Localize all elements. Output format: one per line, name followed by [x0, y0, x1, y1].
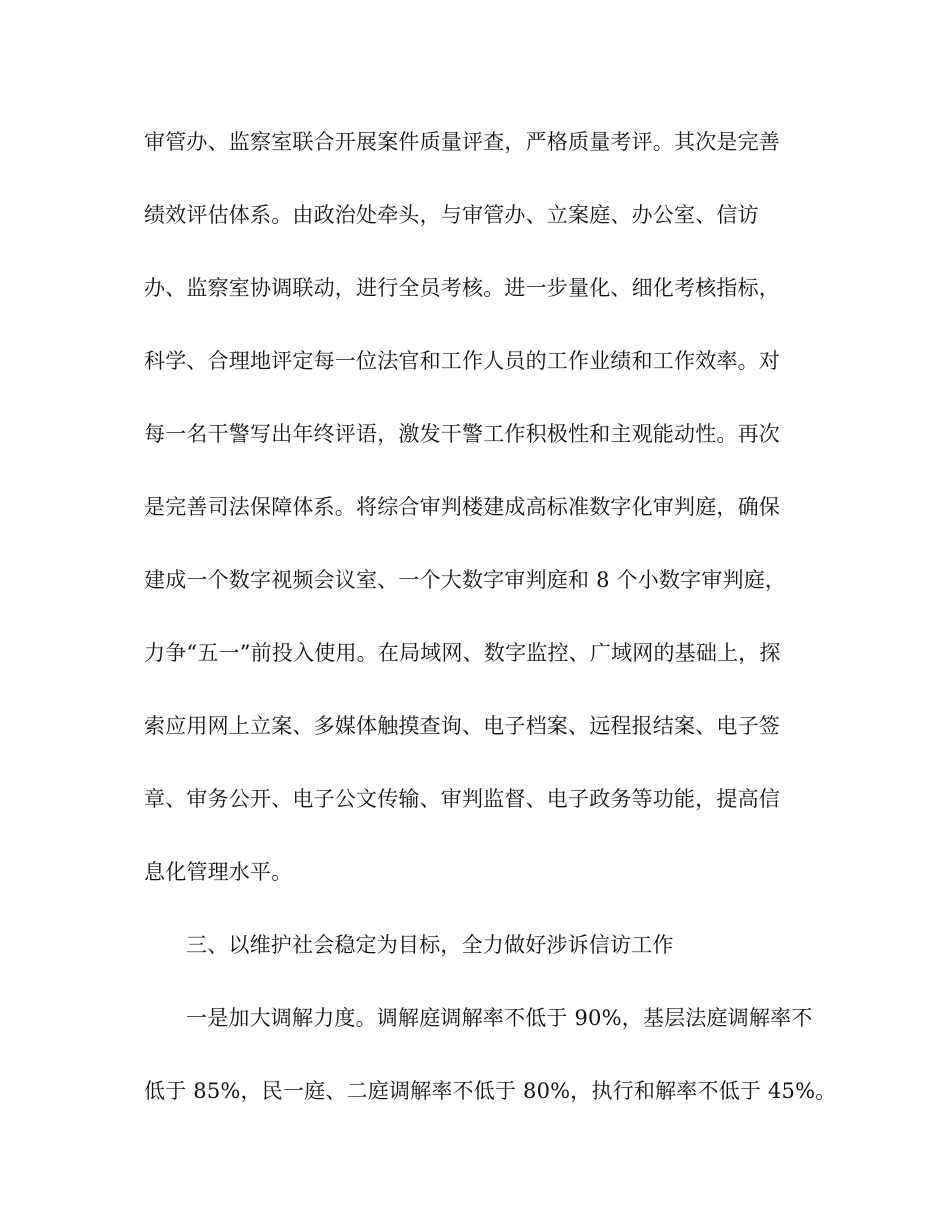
paragraph-line: 审管办、监察室联合开展案件质量评查，严格质量考评。其次是完善 — [144, 130, 780, 154]
paragraph-line: 息化管理水平。 — [144, 860, 293, 884]
paragraph-line: 绩效评估体系。由政治处牵头，与审管办、立案庭、办公室、信访 — [144, 203, 759, 227]
paragraph-line: 章、审务公开、电子公文传输、审判监督、电子政务等功能，提高信 — [144, 787, 780, 811]
paragraph-line: 索应用网上立案、多媒体触摸查询、电子档案、远程报结案、电子签 — [144, 714, 780, 738]
paragraph-line: 建成一个数字视频会议室、一个大数字审判庭和 8 个小数字审判庭， — [144, 568, 787, 592]
paragraph-line: 低于 85%，民一庭、二庭调解率不低于 80%，执行和解率不低于 45%。 — [144, 1079, 837, 1103]
paragraph-line: 办、监察室协调联动，进行全员考核。进一步量化、细化考核指标， — [144, 276, 780, 300]
section-heading: 三、以维护社会稳定为目标，全力做好涉诉信访工作 — [186, 933, 674, 957]
paragraph-line: 一是加大调解力度。调解庭调解率不低于 90%，基层法庭调解率不 — [186, 1006, 813, 1030]
paragraph-line: 科学、合理地评定每一位法官和工作人员的工作业绩和工作效率。对 — [144, 349, 780, 373]
paragraph-line: 力争“五一”前投入使用。在局域网、数字监控、广域网的基础上，探 — [144, 641, 781, 665]
paragraph-line: 是完善司法保障体系。将综合审判楼建成高标准数字化审判庭，确保 — [144, 495, 780, 519]
paragraph-line: 每一名干警写出年终评语，激发干警工作积极性和主观能动性。再次 — [144, 422, 780, 446]
